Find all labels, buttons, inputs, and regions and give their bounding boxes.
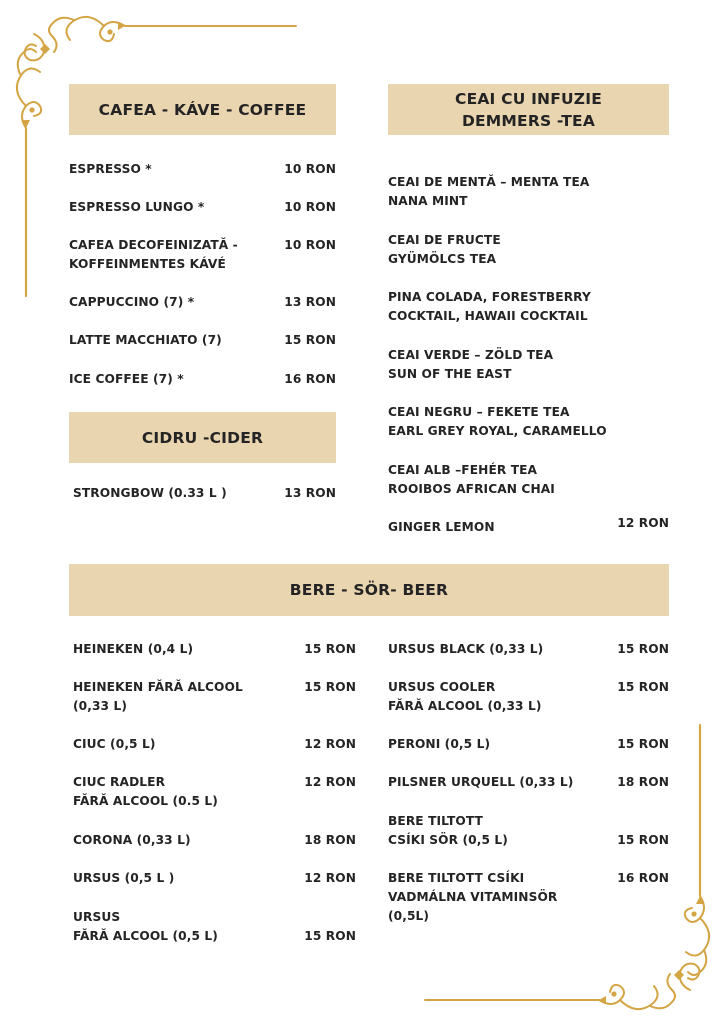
item-name: ESPRESSO LUNGO * — [69, 200, 205, 214]
item-name: CEAI VERDE – ZÖLD TEA SUN OF THE EAST — [388, 348, 554, 381]
item-name: URSUS FĂRĂ ALCOOL (0,5 L) — [73, 910, 218, 943]
item-name: LATTE MACCHIATO (7) — [69, 333, 222, 347]
item-name: HEINEKEN (0,4 L) — [73, 642, 194, 656]
beer-section-title: BERE - SÖR- BEER — [289, 581, 449, 599]
item-name: PILSNER URQUELL (0,33 L) — [388, 775, 574, 789]
item-price: 15 RON — [617, 680, 669, 694]
item-name: URSUS BLACK (0,33 L) — [388, 642, 544, 656]
menu-item — [388, 812, 669, 850]
menu-item — [388, 403, 669, 441]
item-name: GINGER LEMON — [388, 520, 495, 534]
item-price: 15 RON — [304, 929, 356, 943]
item-price: 15 RON — [617, 833, 669, 847]
item-name: BERE TILTOTT CSÍKI VADMÁLNA VITAMINSÖR (0,5L) — [388, 871, 558, 923]
menu-item — [73, 640, 356, 659]
menu-item — [388, 678, 669, 716]
menu-item — [69, 236, 336, 274]
menu-item — [388, 173, 669, 211]
menu-item — [69, 293, 336, 312]
item-name: PINA COLADA, FORESTBERRY COCKTAIL, HAWAII COCKTAIL — [388, 290, 591, 323]
menu-item — [73, 735, 356, 754]
item-name: CIUC (0,5 L) — [73, 737, 156, 751]
cider-section-title: CIDRU -CIDER — [141, 428, 264, 447]
menu-item — [388, 346, 669, 384]
menu-item — [73, 773, 356, 811]
menu-item — [388, 461, 669, 499]
coffee-section-title: CAFEA - KÁVE - COFFEE — [98, 100, 307, 119]
menu-item — [73, 869, 356, 888]
item-price: 18 RON — [617, 775, 669, 789]
menu-item — [69, 160, 336, 179]
menu-item — [73, 908, 356, 946]
item-price: 18 RON — [304, 833, 356, 847]
item-name: CEAI DE MENTĂ – MENTA TEA NANA MINT — [388, 175, 590, 208]
item-name: CEAI DE FRUCTE GYÜMÖLCS TEA — [388, 233, 501, 266]
item-price: 13 RON — [284, 295, 336, 309]
coffee-section-header — [69, 84, 336, 135]
beer-section-header — [69, 564, 669, 616]
tea-section-header — [388, 84, 669, 135]
item-name: CAPPUCCINO (7) * — [69, 295, 195, 309]
menu-item — [388, 231, 669, 269]
menu-item — [69, 331, 336, 350]
item-name: URSUS COOLER FĂRĂ ALCOOL (0,33 L) — [388, 680, 542, 713]
menu-item — [73, 831, 356, 850]
menu-item — [388, 640, 669, 659]
item-name: CORONA (0,33 L) — [73, 833, 191, 847]
item-price: 16 RON — [284, 372, 336, 386]
item-name: URSUS (0,5 L ) — [73, 871, 175, 885]
item-price: 12 RON — [304, 775, 356, 789]
item-price: 15 RON — [304, 680, 356, 694]
item-name: STRONGBOW (0.33 L ) — [73, 486, 227, 500]
menu-item — [388, 735, 669, 754]
item-name: HEINEKEN FĂRĂ ALCOOL (0,33 L) — [73, 680, 243, 713]
item-price: 13 RON — [284, 486, 336, 500]
item-price: 15 RON — [617, 642, 669, 656]
item-name: PERONI (0,5 L) — [388, 737, 491, 751]
item-name: CEAI NEGRU – FEKETE TEA EARL GREY ROYAL, CARAMELLO — [388, 405, 607, 438]
menu-item — [388, 869, 669, 926]
item-price: 15 RON — [304, 642, 356, 656]
item-name: CIUC RADLER FĂRĂ ALCOOL (0.5 L) — [73, 775, 218, 808]
item-name: CAFEA DECOFEINIZATĂ - KOFFEINMENTES KÁVÉ — [69, 238, 238, 271]
menu-item — [73, 678, 356, 716]
menu-item — [388, 518, 669, 537]
item-price: 12 RON — [304, 871, 356, 885]
tea-section-title: CEAI CU INFUZIE DEMMERS -TEA — [455, 89, 602, 130]
menu-item — [73, 484, 336, 503]
item-name: CEAI ALB –FEHÉR TEA ROOIBOS AFRICAN CHAI — [388, 463, 555, 496]
item-price: 10 RON — [284, 200, 336, 214]
menu-item — [69, 370, 336, 389]
cider-section-header — [69, 412, 336, 463]
item-name: BERE TILTOTT CSÍKI SÖR (0,5 L) — [388, 814, 508, 847]
item-name: ICE COFFEE (7) * — [69, 372, 184, 386]
item-name: ESPRESSO * — [69, 162, 152, 176]
menu-item — [69, 198, 336, 217]
menu-item — [388, 288, 669, 326]
item-price: 10 RON — [284, 162, 336, 176]
item-price: 16 RON — [617, 871, 669, 885]
item-price: 10 RON — [284, 238, 336, 252]
item-price: 15 RON — [617, 737, 669, 751]
item-price: 15 RON — [284, 333, 336, 347]
item-price: 12 RON — [304, 737, 356, 751]
menu-item — [388, 773, 669, 792]
item-price: 12 RON — [617, 516, 669, 530]
